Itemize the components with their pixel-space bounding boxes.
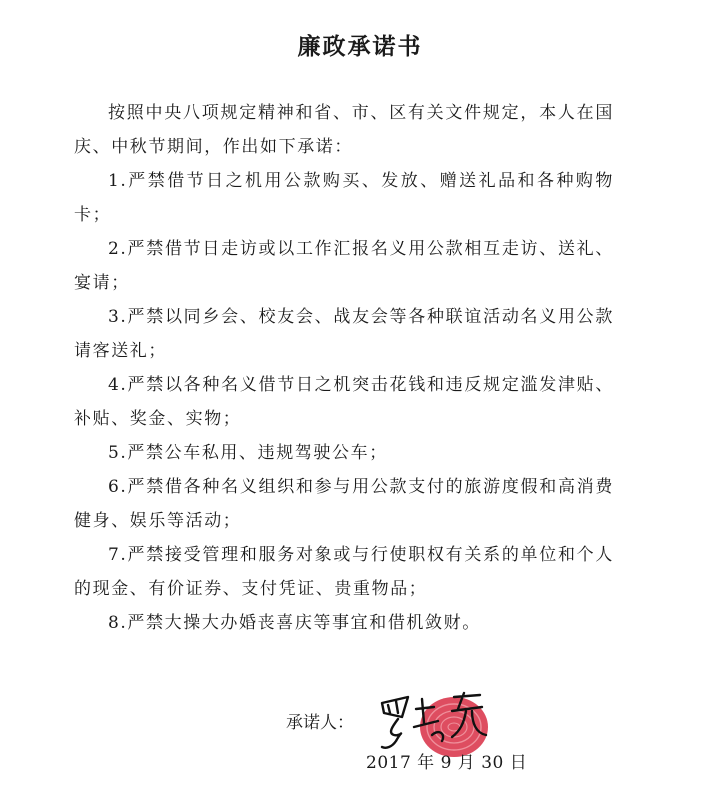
commitment-item-6: 6.严禁借各种名义组织和参与用公款支付的旅游度假和高消费健身、娱乐等活动； bbox=[74, 477, 614, 531]
commitment-item-2: 2.严禁借节日走访或以工作汇报名义用公款相互走访、送礼、宴请； bbox=[74, 239, 614, 293]
commitment-item-3: 3.严禁以同乡会、校友会、战友会等各种联谊活动名义用公款请客送礼； bbox=[74, 307, 614, 361]
commitment-item-5: 5.严禁公车私用、违规驾驶公车； bbox=[108, 443, 388, 463]
commitment-item-8: 8.严禁大操大办婚丧喜庆等事宜和借机敛财。 bbox=[108, 613, 481, 633]
signature-date: 2017 年 9 月 30 日 bbox=[366, 753, 528, 773]
intro-paragraph: 按照中央八项规定精神和省、市、区有关文件规定，本人在国庆、中秋节期间，作出如下承诺： bbox=[74, 103, 614, 157]
document-title: 廉政承诺书 bbox=[297, 33, 423, 60]
commitment-item-7: 7.严禁接受管理和服务对象或与行使职权有关系的单位和个人的现金、有价证券、支付凭证、贵重物品； bbox=[74, 545, 614, 599]
signature-label: 承诺人： bbox=[286, 713, 354, 733]
commitment-item-4: 4.严禁以各种名义借节日之机突击花钱和违反规定滥发津贴、补贴、奖金、实物； bbox=[74, 375, 614, 429]
commitment-item-1: 1.严禁借节日之机用公款购买、发放、赠送礼品和各种购物卡； bbox=[74, 171, 614, 225]
